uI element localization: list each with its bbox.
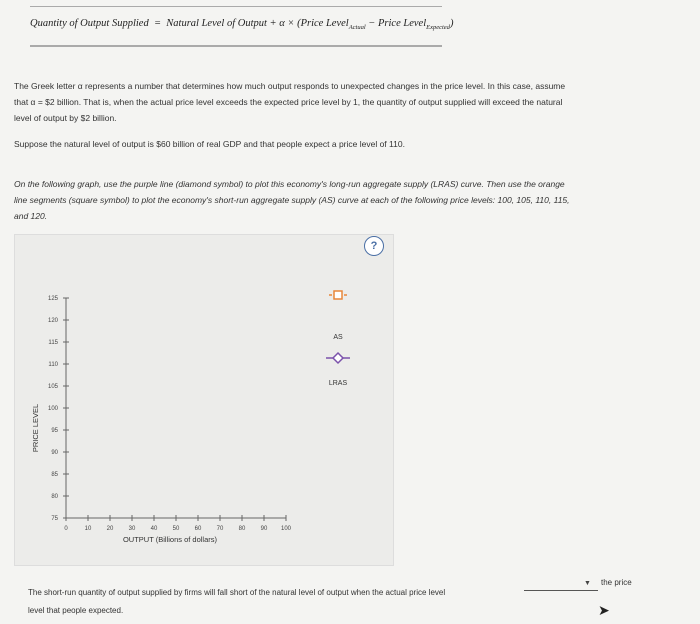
formula-equals: = — [153, 18, 162, 29]
y-tick-label: 80 — [51, 494, 58, 500]
question-text: The short-run quantity of output supplied by firms will fall short of the natural level of output when the actual price level — [28, 588, 446, 597]
y-tick-label: 75 — [51, 516, 58, 522]
as-legend-label: AS — [333, 334, 343, 341]
x-tick-label: 80 — [238, 526, 246, 532]
y-tick-label: 125 — [47, 296, 58, 302]
instructions-line-1: On the following graph, use the purple line (diamond symbol) to plot this economy's long-run aggregate supply (LRAS) curve. Then use the orange — [14, 179, 565, 189]
intro-line-1: The Greek letter α represents a number that determines how much output responds to unexpected changes in the price level. In this case, assume — [14, 81, 566, 91]
formula-sub-expected: Expected — [426, 24, 450, 32]
y-tick-label: 105 — [47, 384, 58, 390]
x-tick-label: 0 — [64, 526, 68, 532]
x-tick-label: 60 — [194, 526, 202, 532]
x-tick-label: 90 — [260, 526, 268, 532]
x-tick-label: 20 — [106, 526, 114, 532]
x-tick-label: 10 — [84, 526, 92, 532]
chevron-down-icon[interactable]: ▼ — [584, 580, 591, 587]
x-tick-label: 100 — [280, 526, 292, 532]
y-axis-label: PRICE LEVEL — [31, 403, 40, 453]
question-text-line2: level that people expected. — [28, 606, 124, 615]
lras-legend-label: LRAS — [328, 380, 348, 387]
intro-line-2: that α = $2 billion. That is, when the actual price level exceeds the expected price level by 1, the quantity of output supplied will exceed the natural — [14, 97, 563, 107]
y-tick-label: 110 — [48, 362, 58, 368]
y-tick-label: 85 — [51, 472, 58, 478]
suppose-paragraph: Suppose the natural level of output is $60 billion of real GDP and that people expect a price level of 110. — [14, 139, 405, 149]
formula-close: ) — [449, 18, 454, 29]
intro-line-3: level of output by $2 billion. — [14, 113, 117, 123]
formula-rhs: Natural Level of Output + α × (Price Level — [166, 18, 349, 29]
x-tick-label: 70 — [216, 526, 224, 532]
y-tick-label: 120 — [47, 318, 58, 324]
as-legend-square — [334, 291, 342, 299]
formula-minus: − Price Level — [365, 18, 427, 29]
y-tick-label: 115 — [48, 340, 58, 346]
formula-sub-actual: Actual — [348, 24, 366, 32]
lras-legend-diamond — [333, 353, 343, 363]
x-axis-label: OUTPUT (Billions of dollars) — [122, 535, 218, 544]
x-tick-label: 50 — [172, 526, 180, 532]
y-tick-label: 90 — [51, 450, 58, 456]
y-tick-label: 95 — [51, 428, 58, 434]
mouse-cursor-icon: ➤ — [598, 602, 610, 618]
x-tick-label: 30 — [128, 526, 136, 532]
y-tick-label: 100 — [47, 406, 58, 412]
instructions-line-3: and 120. — [14, 211, 48, 221]
x-tick-label: 40 — [150, 526, 158, 532]
question-text-after: the price — [601, 578, 632, 587]
formula-lhs: Quantity of Output Supplied — [30, 18, 149, 29]
help-icon[interactable]: ? — [364, 236, 384, 256]
instructions-line-2: line segments (square symbol) to plot the economy's short-run aggregate supply (AS) curve at each of the following price levels: 100, 105, 110, 115, — [14, 195, 570, 205]
